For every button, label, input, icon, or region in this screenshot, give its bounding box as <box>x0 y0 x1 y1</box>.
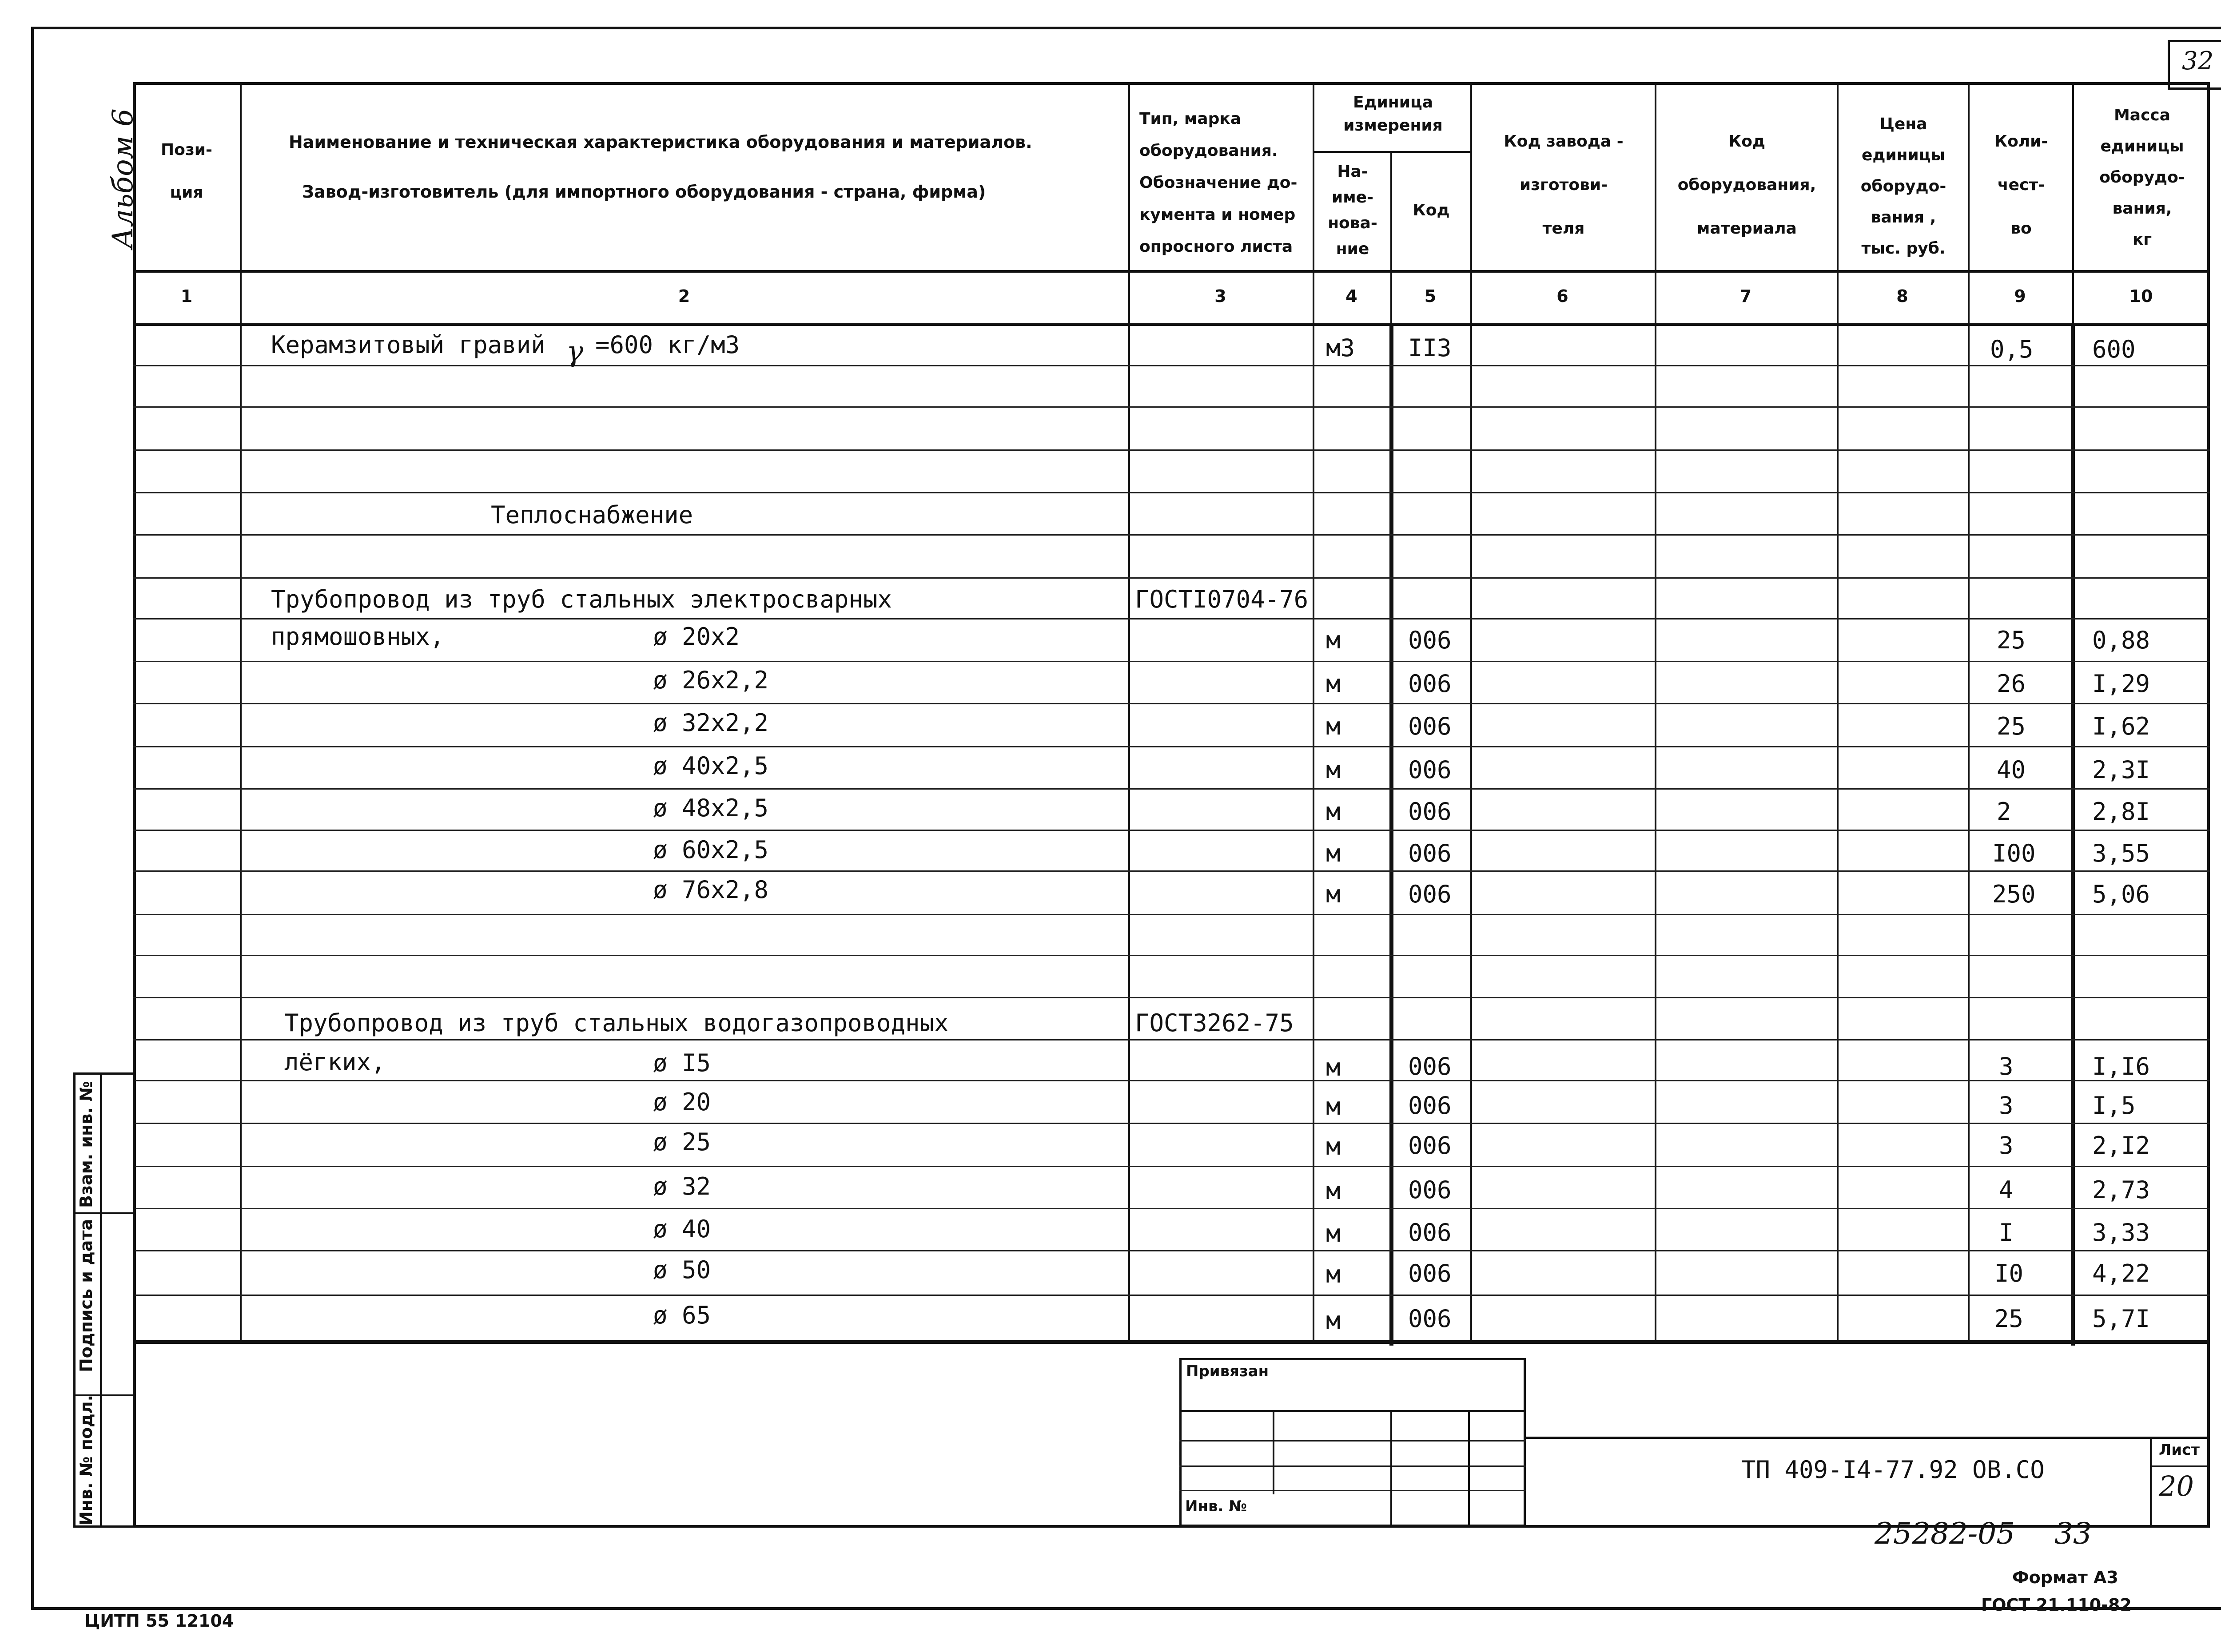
row-name: Керамзитовый гравий <box>271 331 545 359</box>
side-stamp-split-1 <box>73 1212 135 1214</box>
row-line <box>133 1080 2210 1081</box>
body-bottom-line <box>133 1340 2210 1344</box>
row-qty: 25 <box>1997 626 2026 654</box>
header-col8: Цена единицы оборудо- вания , тыс. руб. <box>1860 115 1946 258</box>
row-doc: ГОСТ3262-75 <box>1135 1009 1294 1037</box>
unit-group-split <box>1313 151 1472 153</box>
row-code: 006 <box>1408 712 1452 740</box>
format-label: Формат А3 <box>2012 1568 2118 1587</box>
thick-border-right-qty <box>2071 324 2075 1346</box>
list-label: Лист <box>2159 1441 2200 1459</box>
list-box-split <box>2150 1465 2210 1467</box>
row-mass: 2,I2 <box>2092 1132 2150 1160</box>
row-code: 006 <box>1408 1259 1452 1287</box>
thick-border-left-code <box>1389 324 1393 1346</box>
diameter-symbol: ø <box>653 709 668 737</box>
row-mass: I,I6 <box>2092 1052 2150 1080</box>
row-unit: м <box>1326 1092 1341 1120</box>
row-code: 006 <box>1408 880 1452 908</box>
row-line <box>133 1295 2210 1296</box>
diameter-symbol: ø <box>653 623 668 651</box>
row-unit: м <box>1326 1132 1341 1160</box>
row-line <box>133 746 2210 747</box>
col-line-6 <box>1655 82 1656 1343</box>
row-line <box>133 997 2210 998</box>
row-line <box>133 1250 2210 1251</box>
row-unit: м <box>1326 798 1341 826</box>
row-size: 40х2,5 <box>682 752 769 780</box>
row-line <box>133 661 2210 662</box>
header-col2-line1: Наименование и техническая характеристика оборудования и материалов. <box>289 132 1032 152</box>
row-size: 20 <box>682 1088 711 1116</box>
printer-label: ЦИТП 55 12104 <box>84 1611 234 1631</box>
row-doc: ГОСТI0704-76 <box>1135 585 1309 613</box>
col-number-9: 9 <box>2014 286 2026 306</box>
row-line <box>133 406 2210 408</box>
privyazan-grid-h3 <box>1179 1490 1526 1491</box>
row-qty: 2 <box>1997 798 2011 826</box>
row-qty: 25 <box>1997 712 2026 740</box>
row-size: 48х2,5 <box>682 794 769 822</box>
side-stamp-podpis: Подпись и дата <box>76 1219 96 1372</box>
side-stamp-vzam: Взам. инв. № <box>76 1081 96 1208</box>
privyazan-grid-v3 <box>1468 1410 1470 1527</box>
row-code: 006 <box>1408 670 1452 698</box>
designation: ТП 409-I4-77.92 ОВ.СО <box>1741 1456 2045 1484</box>
row-spec: =600 кг/м3 <box>595 331 740 359</box>
header-col6: Код завода - изготови- теля <box>1504 132 1624 238</box>
row-line <box>133 449 2210 451</box>
row-size: I5 <box>682 1049 711 1077</box>
corner-sheet-number: 32 <box>2182 47 2214 75</box>
col-number-2: 2 <box>678 286 690 306</box>
col-number-1: 1 <box>180 286 193 306</box>
row-unit: м <box>1326 839 1341 867</box>
row-name: Трубопровод из труб стальных электросварных <box>271 585 892 613</box>
row-code: 006 <box>1408 756 1452 784</box>
row-size: 40 <box>682 1215 711 1243</box>
row-line <box>133 955 2210 956</box>
row-size: 26х2,2 <box>682 666 769 694</box>
row-line <box>133 703 2210 704</box>
row-size: 76х2,8 <box>682 876 769 904</box>
row-unit: м <box>1326 712 1341 740</box>
diameter-symbol: ø <box>653 1049 668 1077</box>
row-qty: 3 <box>1999 1092 2014 1120</box>
col-line-3 <box>1313 82 1314 1343</box>
row-line <box>133 1039 2210 1040</box>
col-line-7 <box>1837 82 1839 1343</box>
diameter-symbol: ø <box>653 836 668 864</box>
header-col7: Код оборудования, материала <box>1677 132 1816 238</box>
row-mass: 5,7I <box>2092 1305 2150 1333</box>
row-code: II3 <box>1408 334 1452 362</box>
col-number-6: 6 <box>1556 286 1568 306</box>
row-code: 006 <box>1408 626 1452 654</box>
row-mass: 2,8I <box>2092 798 2150 826</box>
header-col10: Масса единицы оборудо- вания, кг <box>2099 106 2185 249</box>
col-number-3: 3 <box>1214 286 1226 306</box>
row-line <box>133 1208 2210 1209</box>
diameter-symbol: ø <box>653 1256 668 1284</box>
row-qty: 26 <box>1997 670 2026 698</box>
list-number: 20 <box>2159 1470 2194 1502</box>
gost-label: ГОСТ 21.110-82 <box>1981 1595 2132 1615</box>
row-line <box>133 870 2210 872</box>
col-line-1 <box>240 82 242 1343</box>
row-qty: I0 <box>1994 1259 2024 1287</box>
diameter-symbol: ø <box>653 666 668 694</box>
row-line <box>133 492 2210 493</box>
row-code: 006 <box>1408 1176 1452 1204</box>
header-col5: Код <box>1413 201 1450 219</box>
row-size: 50 <box>682 1256 711 1284</box>
side-stamp-divider <box>100 1072 102 1528</box>
col-number-7: 7 <box>1739 286 1752 306</box>
diameter-symbol: ø <box>653 1128 668 1156</box>
section-title: Теплоснабжение <box>491 501 693 529</box>
row-name: лёгких, <box>284 1048 386 1076</box>
row-mass: I,29 <box>2092 670 2150 698</box>
col-number-4: 4 <box>1345 286 1357 306</box>
row-line <box>133 577 2210 579</box>
row-unit: м <box>1326 1307 1341 1334</box>
row-mass: 3,55 <box>2092 839 2150 867</box>
row-qty: 4 <box>1999 1176 2014 1204</box>
diameter-symbol: ø <box>653 794 668 822</box>
row-mass: 0,88 <box>2092 626 2150 654</box>
diameter-symbol: ø <box>653 1172 668 1200</box>
album-label: Альбом 6 <box>107 108 139 249</box>
row-qty: 0,5 <box>1990 335 2034 363</box>
row-mass: 5,06 <box>2092 880 2150 908</box>
row-mass: 2,73 <box>2092 1176 2150 1204</box>
row-mass: 2,3I <box>2092 756 2150 784</box>
header-col1: Пози- ция <box>161 141 212 202</box>
row-line <box>133 534 2210 536</box>
diameter-symbol: ø <box>653 1215 668 1243</box>
row-unit: м <box>1326 880 1341 908</box>
col-line-5 <box>1470 82 1472 1343</box>
row-size: 20х2 <box>682 623 740 651</box>
row-unit: м <box>1326 1053 1341 1081</box>
row-unit: м <box>1326 1177 1341 1205</box>
row-unit: м <box>1326 626 1341 654</box>
privyazan-line <box>1179 1410 1526 1412</box>
list-box-divider <box>2150 1437 2152 1528</box>
row-code: 006 <box>1408 1132 1452 1160</box>
row-unit: м3 <box>1326 334 1355 362</box>
diameter-symbol: ø <box>653 1088 668 1116</box>
row-size: 60х2,5 <box>682 836 769 864</box>
row-code: 006 <box>1408 1092 1452 1120</box>
numbers-bottom-line <box>133 323 2210 326</box>
row-mass: 4,22 <box>2092 1259 2150 1287</box>
row-qty: 3 <box>1999 1052 2014 1080</box>
col-line-2 <box>1128 82 1130 1343</box>
header-bottom-line <box>133 270 2210 273</box>
privyazan-grid-v2 <box>1390 1410 1392 1527</box>
row-code: 006 <box>1408 1052 1452 1080</box>
row-size: 32 <box>682 1172 711 1200</box>
row-mass: 600 <box>2092 335 2136 363</box>
row-size: 65 <box>682 1301 711 1329</box>
col-number-8: 8 <box>1896 286 1908 306</box>
row-name: Трубопровод из труб стальных водогазопроводных <box>284 1009 949 1037</box>
row-unit: м <box>1326 756 1341 784</box>
row-qty: 3 <box>1999 1132 2014 1160</box>
row-mass: I,5 <box>2092 1092 2136 1120</box>
designation-top-line <box>1526 1437 2210 1439</box>
header-col4: На- име- нова- ние <box>1328 163 1377 258</box>
row-line <box>133 618 2210 620</box>
privyazan-grid-h1 <box>1179 1440 1526 1442</box>
privyazan-label: Привязан <box>1186 1362 1269 1380</box>
row-line <box>133 830 2210 831</box>
gamma-symbol: γ <box>566 335 584 368</box>
row-qty: I00 <box>1992 839 2036 867</box>
col-number-5: 5 <box>1424 286 1437 306</box>
row-code: 006 <box>1408 1219 1452 1247</box>
handwritten-page: 33 <box>2054 1517 2092 1551</box>
privyazan-grid-h2 <box>1179 1465 1526 1467</box>
diameter-symbol: ø <box>653 1301 668 1329</box>
diameter-symbol: ø <box>653 752 668 780</box>
row-qty: 40 <box>1997 756 2026 784</box>
row-mass: I,62 <box>2092 712 2150 740</box>
col-line-8 <box>1968 82 1970 1343</box>
row-line <box>133 1123 2210 1124</box>
row-code: 006 <box>1408 798 1452 826</box>
header-col2-line2: Завод-изготовитель (для импортного оборудования - страна, фирма) <box>302 182 986 202</box>
row-code: 006 <box>1408 1305 1452 1333</box>
row-qty: 250 <box>1992 880 2036 908</box>
header-col3: Тип, марка оборудования. Обозначение до- кумента и номер опросного листа <box>1139 110 1298 256</box>
header-col9: Коли- чест- во <box>1994 132 2048 238</box>
row-unit: м <box>1326 1219 1341 1247</box>
col-number-10: 10 <box>2129 286 2153 306</box>
row-size: 25 <box>682 1128 711 1156</box>
row-line <box>133 788 2210 790</box>
row-line <box>133 365 2210 366</box>
row-code: 006 <box>1408 839 1452 867</box>
row-qty: 25 <box>1994 1305 2024 1333</box>
row-line <box>133 914 2210 915</box>
side-stamp-inv: Инв. № подл. <box>76 1394 96 1525</box>
row-mass: 3,33 <box>2092 1219 2150 1247</box>
row-unit: м <box>1326 670 1341 698</box>
row-line <box>133 1166 2210 1167</box>
handwritten-code: 25282-05 <box>1875 1517 2015 1551</box>
header-unit-group: Единица измерения <box>1343 93 1443 135</box>
row-size: 32х2,2 <box>682 709 769 737</box>
row-unit: м <box>1326 1260 1341 1288</box>
row-qty: I <box>1999 1219 2014 1247</box>
privyazan-grid-v1 <box>1273 1410 1274 1494</box>
diameter-symbol: ø <box>653 876 668 904</box>
row-name: прямошовных, <box>271 623 445 651</box>
inv-no-label: Инв. № <box>1185 1497 1247 1515</box>
